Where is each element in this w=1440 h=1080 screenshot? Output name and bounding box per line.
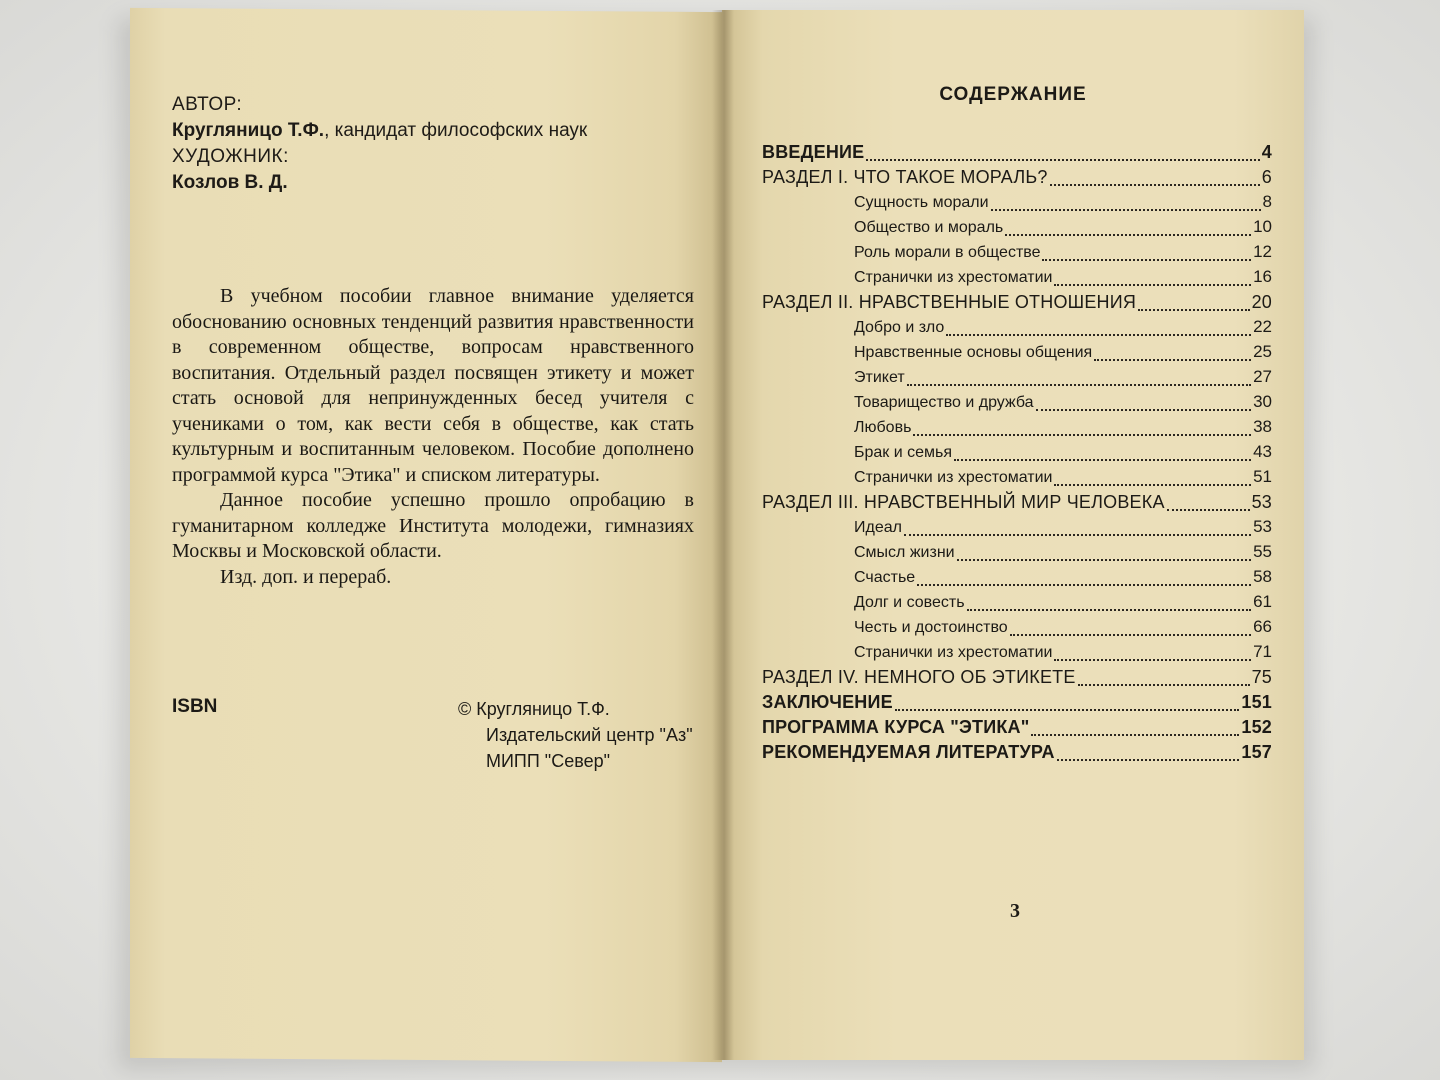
author-title: , кандидат философских наук — [324, 120, 588, 141]
toc-entry-page: 30 — [1253, 392, 1272, 411]
toc-entry-title: Брак и семья — [854, 444, 953, 461]
toc-entry — [762, 392, 1272, 417]
toc-entry-title: Добро и зло — [854, 319, 945, 336]
toc-entry — [762, 192, 1272, 217]
toc-entry — [762, 217, 1272, 242]
toc-entry-title: ВВЕДЕНИЕ — [762, 142, 865, 162]
toc-entry-title: Любовь — [854, 419, 912, 436]
toc-entry — [762, 342, 1272, 367]
toc-entry — [762, 242, 1272, 267]
toc-entry-title: Нравственные основы общения — [854, 344, 1093, 361]
toc-entry-title: Общество и мораль — [854, 219, 1004, 236]
toc-entry-title: Сущность морали — [854, 194, 989, 211]
artist-label: ХУДОЖНИК: — [172, 146, 289, 167]
toc-leader-dots — [1036, 409, 1252, 411]
page-number: 3 — [1010, 900, 1020, 922]
toc-entry — [762, 667, 1272, 692]
author-line — [172, 118, 692, 144]
toc-entry-page: 53 — [1253, 517, 1272, 536]
toc-leader-dots — [1031, 734, 1239, 736]
author-name: Кругляницо Т.Ф. — [172, 120, 325, 141]
toc-entry-title: Странички из хрестоматии — [854, 269, 1053, 286]
toc-entry-page: 16 — [1253, 267, 1272, 286]
toc-entry-page: 151 — [1241, 692, 1272, 712]
toc-entry-page: 71 — [1253, 642, 1272, 661]
toc-entry — [762, 742, 1272, 767]
toc-leader-dots — [1167, 509, 1250, 511]
toc-entry-title: Счастье — [854, 569, 916, 586]
toc-entry-page: 12 — [1253, 242, 1272, 261]
toc-leader-dots — [1054, 484, 1251, 486]
toc-leader-dots — [1094, 359, 1251, 361]
toc-entry — [762, 417, 1272, 442]
toc-entry — [762, 317, 1272, 342]
toc-leader-dots — [1078, 684, 1250, 686]
toc-entry-title: Долг и совесть — [854, 594, 965, 611]
toc-leader-dots — [957, 559, 1251, 561]
toc-entry — [762, 542, 1272, 567]
toc-entry — [762, 367, 1272, 392]
toc-entry-page: 6 — [1261, 167, 1272, 187]
toc-entry-title: ПРОГРАММА КУРСА "ЭТИКА" — [762, 717, 1030, 737]
toc-entry — [762, 142, 1272, 167]
abstract-paragraph: В учебном пособии главное внимание уделяется обоснованию основных тенденций развития нравственности в современном обществе, вопросам нравственного воспитания. Отдельный раздел посвящен этикету и может стать основой для непринужденных бесед учителя с учениками о том, как вести себя в обществе, как стать культурным и воспитанным человеком. Пособие дополнено программой курса "Этика" и списком литературы. — [172, 285, 694, 486]
toc-entry — [762, 492, 1272, 517]
toc-entry-page: 75 — [1251, 667, 1272, 687]
toc-entry-page: 55 — [1253, 542, 1272, 561]
toc-entry-page: 27 — [1253, 367, 1272, 386]
isbn-label: ISBN — [172, 696, 218, 717]
toc-entry-page: 8 — [1262, 192, 1272, 211]
toc-entry-title: РАЗДЕЛ I. ЧТО ТАКОЕ МОРАЛЬ? — [762, 167, 1048, 187]
toc-leader-dots — [907, 384, 1251, 386]
toc-entry-page: 4 — [1261, 142, 1272, 162]
toc-entry-page: 22 — [1253, 317, 1272, 336]
toc-entry-page: 38 — [1253, 417, 1272, 436]
toc-entry — [762, 692, 1272, 717]
toc-entry — [762, 442, 1272, 467]
toc-entry-title: Товарищество и дружба — [854, 394, 1034, 411]
toc-entry-title: РАЗДЕЛ II. НРАВСТВЕННЫЕ ОТНОШЕНИЯ — [762, 292, 1137, 312]
toc-leader-dots — [991, 209, 1261, 211]
toc-entry-page: 157 — [1241, 742, 1272, 762]
table-of-contents — [762, 142, 1272, 767]
toc-leader-dots — [1054, 284, 1251, 286]
abstract-paragraph: Данное пособие успешно прошло опробацию в гуманитарном колледже Института молодежи, гимназиях Москвы и Московской области. — [172, 489, 694, 562]
toc-leader-dots — [1138, 309, 1249, 311]
toc-entry-title: Честь и достоинство — [854, 619, 1008, 636]
toc-entry-title: РАЗДЕЛ III. НРАВСТВЕННЫЙ МИР ЧЕЛОВЕКА — [762, 492, 1165, 512]
toc-entry-title: РЕКОМЕНДУЕМАЯ ЛИТЕРАТУРА — [762, 742, 1055, 762]
toc-entry-page: 66 — [1253, 617, 1272, 636]
toc-entry-title: Идеал — [854, 519, 902, 536]
toc-entry-title: Роль морали в обществе — [854, 244, 1041, 261]
toc-leader-dots — [1054, 659, 1251, 661]
toc-entry — [762, 642, 1272, 667]
toc-leader-dots — [917, 584, 1251, 586]
toc-entry-page: 10 — [1253, 217, 1272, 236]
toc-entry-title: Странички из хрестоматии — [854, 469, 1053, 486]
toc-entry-title: Странички из хрестоматии — [854, 644, 1053, 661]
toc-leader-dots — [904, 534, 1251, 536]
copyright-line: © Кругляницо Т.Ф. — [458, 699, 610, 719]
toc-leader-dots — [1057, 759, 1240, 761]
toc-entry-page: 51 — [1253, 467, 1272, 486]
author-label: АВТОР: — [172, 94, 243, 115]
toc-entry-page: 53 — [1251, 492, 1272, 512]
publisher-line: МИПП "Север" — [486, 751, 610, 771]
publisher-line: Издательский центр "Аз" — [486, 725, 693, 745]
toc-leader-dots — [913, 434, 1251, 436]
toc-entry-page: 152 — [1241, 717, 1272, 737]
toc-entry — [762, 617, 1272, 642]
toc-leader-dots — [866, 159, 1259, 161]
toc-leader-dots — [1010, 634, 1251, 636]
credits-block — [172, 92, 692, 196]
toc-entry — [762, 467, 1272, 492]
toc-title: СОДЕРЖАНИЕ — [939, 84, 1087, 105]
toc-entry-page: 25 — [1253, 342, 1272, 361]
toc-entry-page: 58 — [1253, 567, 1272, 586]
toc-entry-page: 43 — [1253, 442, 1272, 461]
toc-leader-dots — [1050, 184, 1260, 186]
toc-entry — [762, 717, 1272, 742]
toc-leader-dots — [1042, 259, 1251, 261]
toc-leader-dots — [1005, 234, 1251, 236]
toc-entry-page: 61 — [1253, 592, 1272, 611]
toc-entry-title: РАЗДЕЛ IV. НЕМНОГО ОБ ЭТИКЕТЕ — [762, 667, 1076, 687]
toc-entry — [762, 517, 1272, 542]
abstract — [172, 284, 694, 590]
toc-leader-dots — [946, 334, 1251, 336]
toc-leader-dots — [895, 709, 1240, 711]
copyright-block — [458, 696, 693, 774]
toc-entry — [762, 592, 1272, 617]
toc-entry — [762, 567, 1272, 592]
toc-entry-page: 20 — [1251, 292, 1272, 312]
book-gutter — [712, 10, 734, 1060]
artist-name: Козлов В. Д. — [172, 172, 288, 193]
toc-entry-title: Смысл жизни — [854, 544, 955, 561]
toc-entry-title: ЗАКЛЮЧЕНИЕ — [762, 692, 893, 712]
toc-leader-dots — [967, 609, 1252, 611]
toc-entry — [762, 292, 1272, 317]
toc-entry — [762, 167, 1272, 192]
toc-leader-dots — [954, 459, 1251, 461]
abstract-paragraph: Изд. доп. и перераб. — [220, 565, 392, 588]
toc-entry-title: Этикет — [854, 369, 905, 386]
toc-entry — [762, 267, 1272, 292]
